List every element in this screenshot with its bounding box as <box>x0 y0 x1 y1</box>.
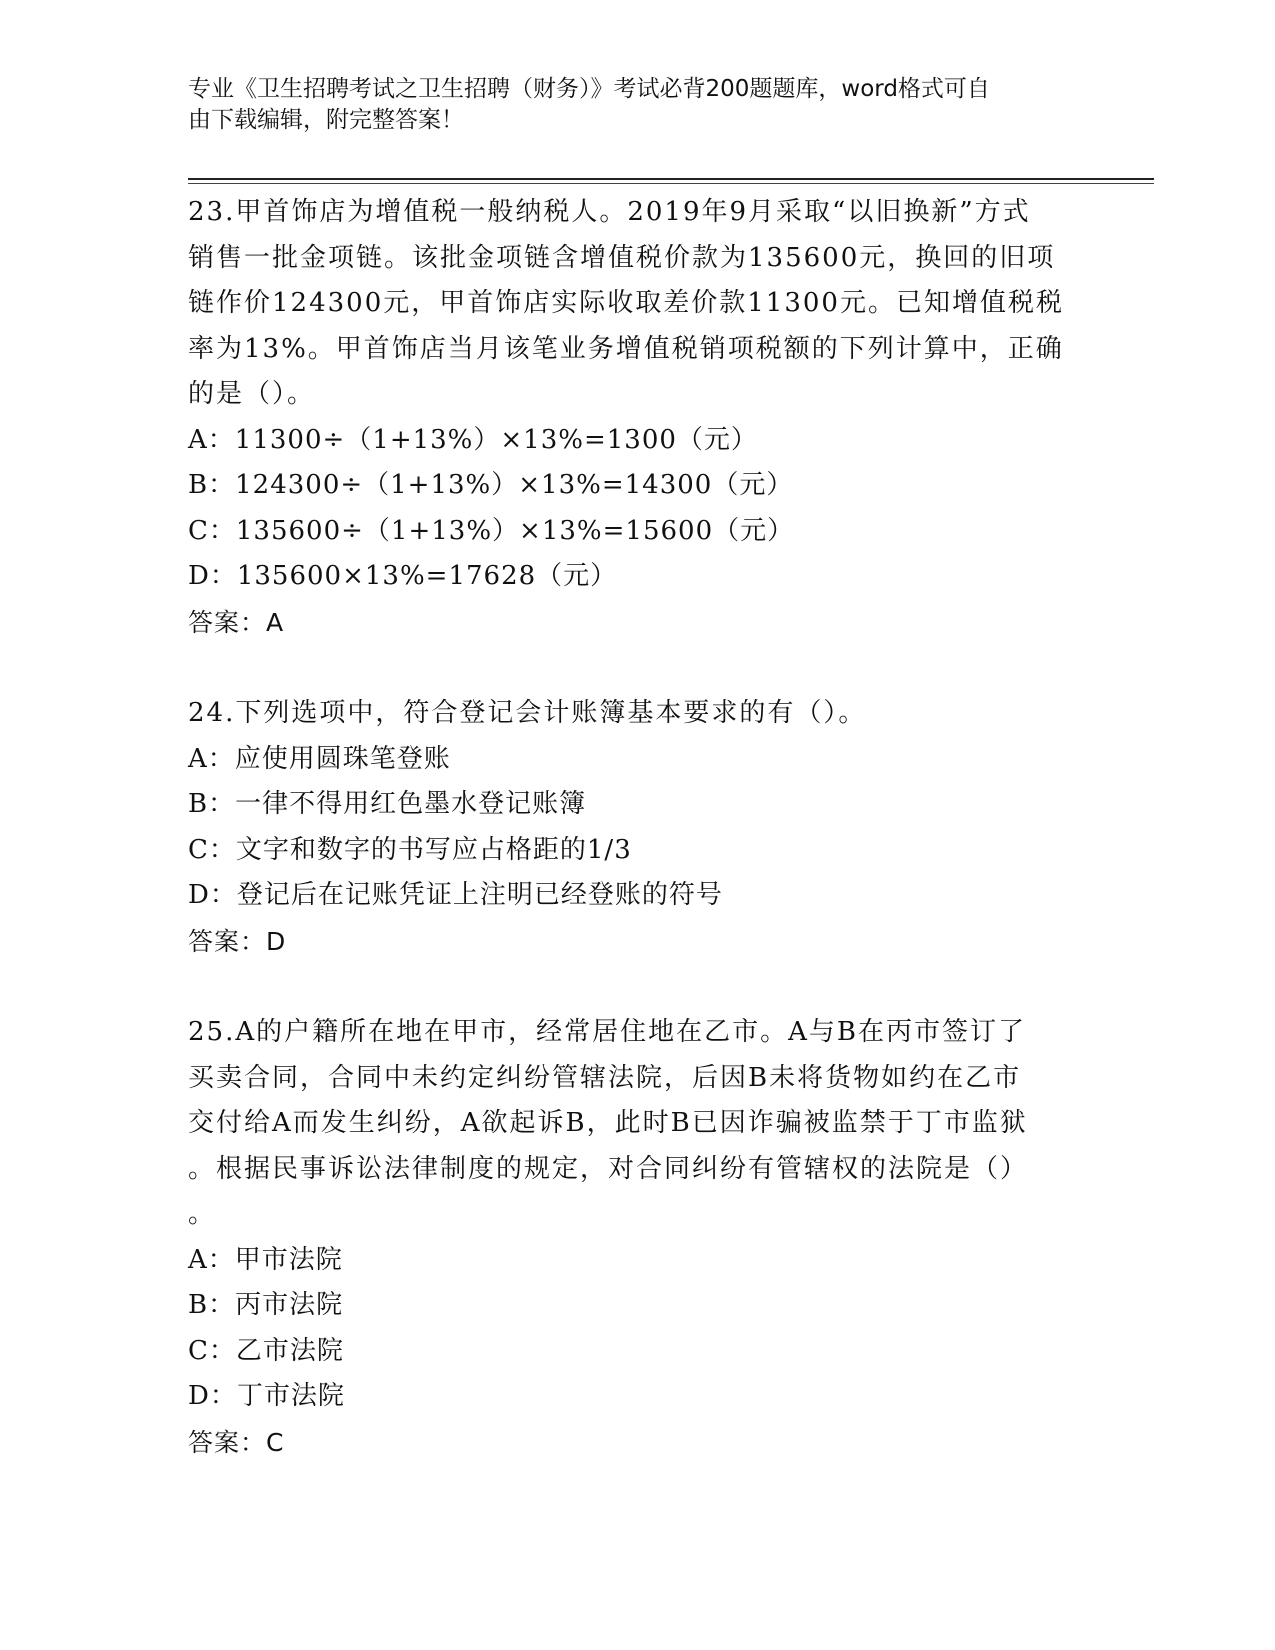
header-divider-thick <box>188 178 1154 180</box>
stem-line: 。根据民事诉讼法律制度的规定，对合同纠纷有管辖权的法院是（） <box>188 1153 1029 1184</box>
option-b: B：124300÷（1+13%）×13%=14300（元） <box>188 470 794 500</box>
option-c: C：文字和数字的书写应占格距的1/3 <box>188 834 632 865</box>
question-24 <box>188 691 1088 964</box>
question-stem <box>188 691 1088 737</box>
header-divider-thin <box>188 183 1154 184</box>
option-b: B：丙市法院 <box>188 1290 344 1320</box>
option-b: B：一律不得用红色墨水登记账簿 <box>188 789 587 819</box>
stem-line: 销售一批金项链。该批金项链含增值税价款为135600元，换回的旧项 <box>188 242 1056 273</box>
option-a: A：甲市法院 <box>188 1244 343 1275</box>
question-25 <box>188 1010 1088 1465</box>
option-c: C：乙市法院 <box>188 1335 344 1366</box>
stem-line: 。 <box>188 1199 217 1229</box>
stem-line: 25.A的户籍所在地在甲市，经常居住地在乙市。A与B在丙市签订了 <box>188 1017 1027 1047</box>
stem-line: 24.下列选项中，符合登记会计账簿基本要求的有（）。 <box>188 698 867 728</box>
option-a: A：应使用圆珠笔登账 <box>188 743 451 774</box>
header-line-2: 由下载编辑，附完整答案！ <box>188 107 464 133</box>
answer: 答案：A <box>188 607 285 637</box>
question-list <box>188 190 1088 1511</box>
stem-line: 率为13%。甲首饰店当月该笔业务增值税销项税额的下列计算中，正确 <box>188 333 1064 364</box>
document-header <box>188 74 1068 136</box>
question-23 <box>188 190 1088 645</box>
stem-line: 链作价124300元，甲首饰店实际收取差价款11300元。已知增值税税 <box>188 288 1064 318</box>
question-stem <box>188 1010 1088 1238</box>
answer: 答案：C <box>188 1427 285 1457</box>
option-a: A：11300÷（1+13%）×13%=1300（元） <box>188 424 758 455</box>
stem-line: 买卖合同，合同中未约定纠纷管辖法院，后因B未将货物如约在乙市 <box>188 1062 1022 1093</box>
option-d: D：登记后在记账凭证上注明已经登账的符号 <box>188 880 723 910</box>
question-stem <box>188 190 1088 418</box>
stem-line: 23.甲首饰店为增值税一般纳税人。2019年9月采取“以旧换新”方式 <box>188 197 1031 227</box>
option-d: D：丁市法院 <box>188 1381 345 1411</box>
option-d: D：135600×13%=17628（元） <box>188 561 618 591</box>
answer: 答案：D <box>188 926 287 956</box>
stem-line: 交付给A而发生纠纷，A欲起诉B，此时B已因诈骗被监禁于丁市监狱 <box>188 1108 1028 1138</box>
stem-line: 的是（）。 <box>188 379 316 409</box>
header-line-1: 专业《卫生招聘考试之卫生招聘（财务）》考试必背200题题库，word格式可自 <box>188 76 990 102</box>
option-c: C：135600÷（1+13%）×13%=15600（元） <box>188 515 795 546</box>
